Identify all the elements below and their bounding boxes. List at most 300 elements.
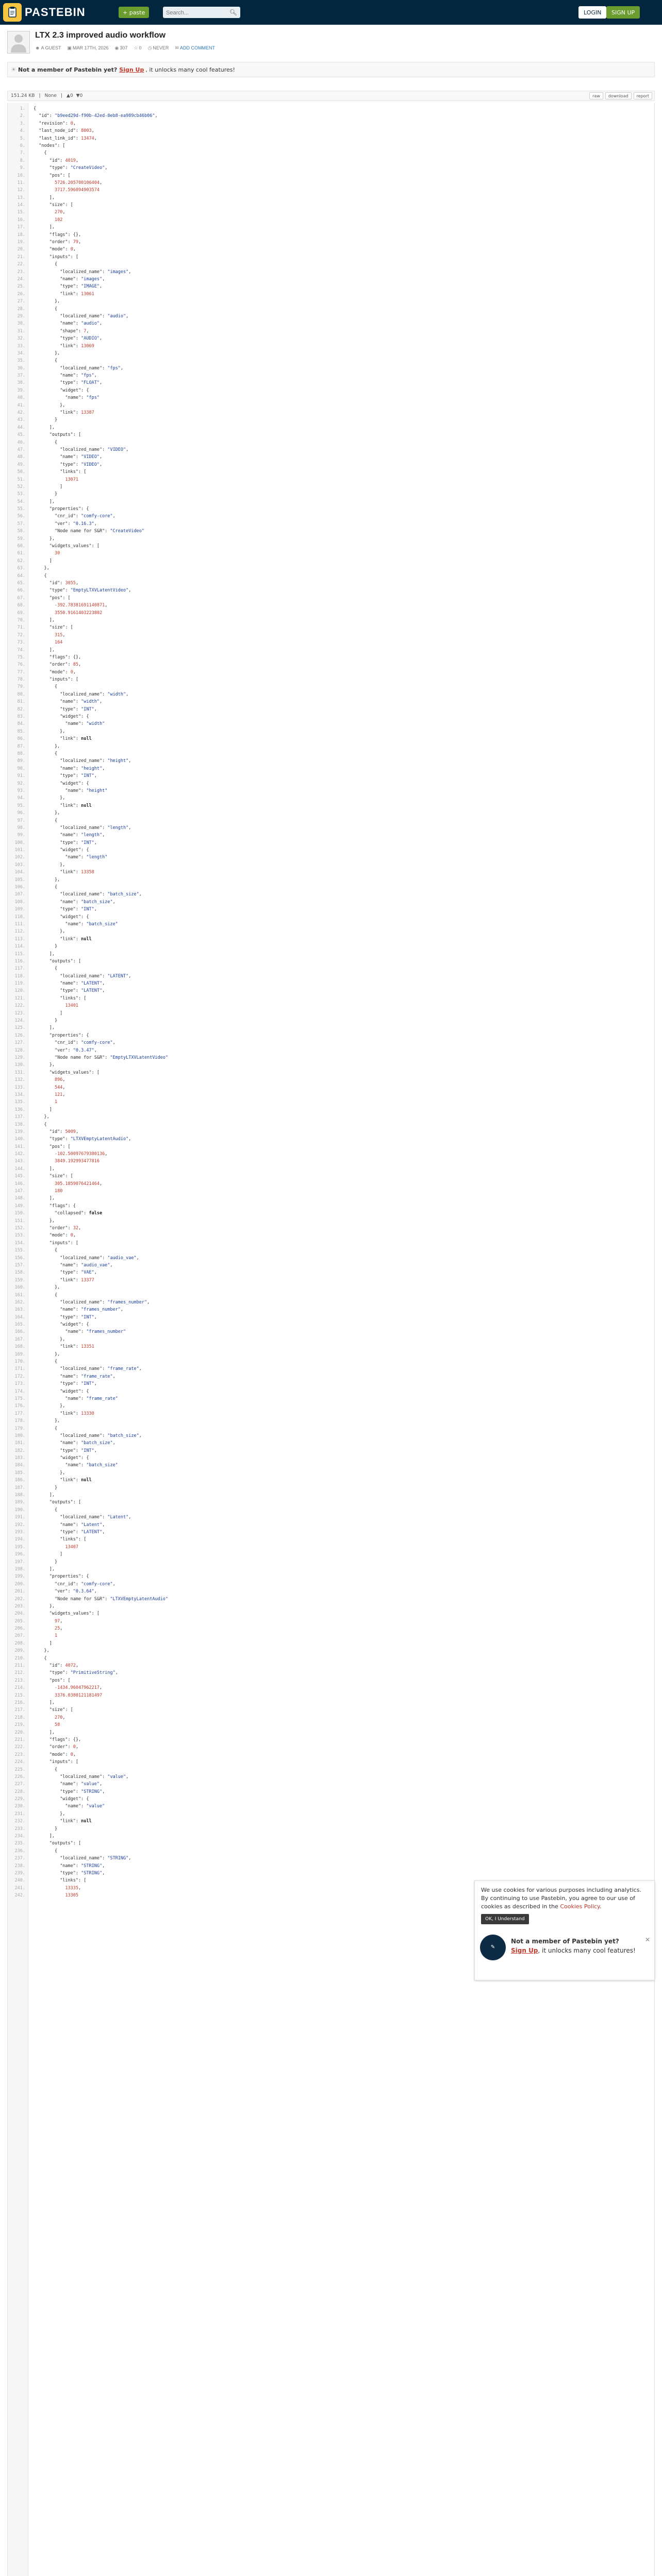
code-line [8, 973, 654, 980]
line-number: 75. [17, 654, 25, 660]
line-number: 201. [14, 1589, 25, 1595]
code-line [8, 943, 654, 950]
line-number: 176. [14, 1403, 25, 1409]
member-banner [7, 62, 655, 77]
line-content: "pos": [ [49, 595, 71, 601]
line-content: "type": "AUDIO", [60, 336, 103, 342]
new-paste-button[interactable]: + paste [119, 7, 149, 18]
line-number: 39. [17, 387, 25, 393]
paste-meta [35, 45, 215, 51]
star-icon: ☆ [134, 45, 138, 50]
line-content: "name": "batch_size", [60, 899, 115, 905]
raw-button[interactable]: raw [589, 92, 603, 99]
line-number: 35. [17, 358, 25, 364]
thumbs-up-icon[interactable]: ▲0 [67, 93, 73, 98]
signup-button[interactable]: SIGN UP [606, 6, 640, 19]
line-number: 200. [14, 1581, 25, 1587]
line-content: "flags": {}, [49, 654, 81, 660]
line-content: "name": "LATENT", [60, 981, 105, 987]
line-number: 142. [14, 1151, 25, 1157]
code-line [8, 720, 654, 727]
code-line [8, 1840, 654, 1847]
code-line [8, 461, 654, 468]
line-content: "localized_name": "images", [60, 269, 131, 275]
line-content: "inputs": [ [49, 254, 79, 260]
code-line [8, 1743, 654, 1751]
line-content: { [34, 1292, 58, 1298]
add-comment-link[interactable]: ✉ ADD COMMENT [175, 45, 215, 50]
line-content: "localized_name": "frames_number", [60, 1299, 150, 1305]
line-number: 151. [14, 1218, 25, 1224]
line-content: "widget": { [60, 1388, 89, 1394]
cookie-signup-link[interactable]: Sign Up [511, 1947, 538, 1954]
code-line [8, 172, 654, 179]
code-line [8, 1684, 654, 1691]
code-line [8, 1751, 654, 1758]
line-number: 91. [17, 773, 25, 779]
code-line [8, 1143, 654, 1150]
line-content: } [34, 492, 58, 497]
line-content: "localized_name": "batch_size", [60, 892, 142, 897]
code-line [8, 1098, 654, 1106]
code-line [8, 372, 654, 379]
line-number: 3. [20, 121, 25, 126]
eye-icon: ◉ [114, 45, 119, 50]
lightbulb-icon: ☀ [11, 66, 16, 73]
download-button[interactable]: download [605, 92, 632, 99]
line-content: "link": 13358 [60, 870, 94, 875]
code-line [8, 1032, 654, 1039]
line-number: 31. [17, 328, 25, 334]
code-line [8, 1499, 654, 1506]
line-number: 57. [17, 521, 25, 527]
code-line [8, 550, 654, 557]
line-content: }, [34, 1418, 60, 1424]
code-line [8, 1128, 654, 1136]
author-meta[interactable]: ☻ A GUEST [35, 45, 61, 50]
line-number: 102. [14, 855, 25, 860]
code-line [8, 580, 654, 587]
code-line [8, 120, 654, 127]
line-number: 36. [17, 365, 25, 371]
line-number: 213. [14, 1677, 25, 1683]
line-content: "name": "value", [60, 1782, 103, 1787]
code-line [8, 1417, 654, 1425]
code-line [8, 1625, 654, 1632]
paste-title: LTX 2.3 improved audio workflow [35, 31, 166, 40]
line-content: "name": "VIDEO", [60, 454, 103, 460]
line-content: 13071 [65, 477, 79, 482]
line-content: "name": "width", [60, 699, 103, 705]
code-line [8, 639, 654, 646]
line-number: 9. [20, 165, 25, 171]
line-content: "outputs": [ [49, 1841, 81, 1846]
line-number: 30. [17, 321, 25, 327]
line-number: 92. [17, 781, 25, 786]
code-line [8, 1351, 654, 1358]
code-line [8, 520, 654, 528]
code-line [8, 142, 654, 149]
line-content: "localized_name": "Latent", [60, 1515, 131, 1520]
line-content: ], [34, 1493, 55, 1498]
line-content: "flags": {}, [49, 1737, 81, 1742]
line-number: 60. [17, 544, 25, 549]
line-number: 8. [20, 158, 25, 163]
line-number: 78. [17, 677, 25, 683]
code-line [8, 1721, 654, 1728]
views-meta: ◉ 307 [114, 45, 128, 50]
code-line [8, 995, 654, 1002]
line-number: 105. [14, 877, 25, 883]
line-content: "links": [ [60, 995, 87, 1001]
code-line [8, 1773, 654, 1781]
line-number: 68. [17, 603, 25, 608]
line-content: 305.1859076421464, [54, 1181, 103, 1187]
code-line [8, 669, 654, 676]
line-content: "name": "width" [65, 721, 105, 727]
line-number: 211. [14, 1663, 25, 1669]
line-number: 197. [14, 1559, 25, 1565]
code-line [8, 253, 654, 261]
report-button[interactable]: report [634, 92, 652, 99]
code-line [8, 328, 654, 335]
cookie-consent-popup [474, 1880, 655, 1980]
line-number: 216. [14, 1700, 25, 1705]
line-content: "pos": [ [49, 173, 71, 178]
cookie-member-text [511, 1935, 636, 1978]
line-content: "name": "height", [60, 766, 105, 771]
line-number: 165. [14, 1322, 25, 1328]
code-line [8, 239, 654, 246]
code-line [8, 698, 654, 705]
line-content: 1 [54, 1099, 58, 1105]
toolbar-actions [589, 92, 652, 99]
line-number: 1. [20, 106, 25, 111]
pastebin-badge-icon: ✎ [480, 1935, 506, 1960]
line-number: 182. [14, 1448, 25, 1453]
line-content: { [34, 1426, 58, 1431]
line-content: "widgets_values": [ [49, 1070, 100, 1075]
line-number: 215. [14, 1692, 25, 1698]
code-line [8, 1566, 654, 1573]
code-line [8, 1581, 654, 1588]
line-number: 42. [17, 410, 25, 416]
line-content: "localized_name": "VIDEO", [60, 447, 129, 452]
line-content: { [34, 1655, 47, 1661]
line-number: 147. [14, 1189, 25, 1194]
search-icon[interactable]: 🔍︎ [229, 9, 237, 16]
line-content: } [34, 1826, 58, 1832]
line-number: 169. [14, 1351, 25, 1357]
line-number: 170. [14, 1359, 25, 1365]
line-content: ], [34, 1834, 55, 1839]
line-number: 123. [14, 1010, 25, 1016]
code-line [8, 624, 654, 631]
code-line [8, 951, 654, 958]
line-number: 214. [14, 1685, 25, 1691]
code-line [8, 891, 654, 898]
line-content: }, [34, 795, 65, 801]
line-content: "type": "FLOAT", [60, 380, 103, 386]
code-line [8, 261, 654, 268]
login-button[interactable]: LOGIN [578, 6, 606, 19]
line-content: "localized_name": "audio", [60, 313, 129, 319]
line-content: "type": "INT", [60, 907, 97, 912]
code-line [8, 1551, 654, 1558]
code-view[interactable] [7, 103, 655, 2576]
line-content: }, [34, 1603, 55, 1609]
code-line [8, 676, 654, 683]
line-content: "type": "INT", [60, 706, 97, 712]
line-content: 1 [54, 1633, 58, 1639]
line-number: 22. [17, 262, 25, 267]
line-number: 130. [14, 1062, 25, 1068]
line-number: 236. [14, 1848, 25, 1854]
line-number: 77. [17, 669, 25, 675]
line-content: "last_link_id": 13474, [39, 135, 97, 141]
code-line [8, 1314, 654, 1321]
line-content: 13407 [65, 1544, 79, 1550]
line-content: }, [34, 1811, 65, 1817]
line-content: { [34, 1248, 58, 1253]
code-line [8, 1173, 654, 1180]
code-line [8, 1536, 654, 1543]
code-line [8, 1477, 654, 1484]
line-number: 41. [17, 402, 25, 408]
line-content: "link": null [60, 936, 92, 942]
line-content: "cnr_id": "comfy-core", [54, 514, 115, 519]
line-number: 139. [14, 1129, 25, 1134]
line-content: "type": "VIDEO", [60, 462, 103, 467]
separator: | [39, 93, 41, 98]
line-number: 18. [17, 232, 25, 238]
line-number: 185. [14, 1470, 25, 1476]
line-content: "link": 13061 [60, 291, 94, 297]
code-line [8, 921, 654, 928]
line-number: 233. [14, 1826, 25, 1832]
line-content: ], [34, 1166, 55, 1172]
code-line [8, 268, 654, 276]
line-number: 116. [14, 958, 25, 964]
code-line [8, 906, 654, 913]
line-number: 129. [14, 1055, 25, 1060]
line-number: 242. [14, 1893, 25, 1899]
line-content: ], [34, 617, 55, 623]
paste-size: 151.24 KB [11, 93, 35, 98]
line-content: }, [34, 566, 49, 571]
code-line [8, 1729, 654, 1736]
line-content: 13305 [65, 1893, 79, 1899]
line-number: 55. [17, 506, 25, 512]
line-number: 11. [17, 180, 25, 185]
code-line [8, 468, 654, 476]
line-content: "link": 13351 [60, 1344, 94, 1350]
line-content: "mode": 0, [49, 1233, 76, 1239]
code-line [8, 1677, 654, 1684]
line-content: { [34, 818, 58, 823]
thumbs-down-icon[interactable]: ▼0 [76, 93, 83, 98]
line-content: }, [34, 1336, 65, 1342]
line-number: 186. [14, 1478, 25, 1483]
line-content: "ver": "0.16.3", [54, 521, 97, 527]
line-content: -392.78381691140871, [54, 603, 108, 608]
paste-toolbar [7, 91, 655, 101]
line-number: 212. [14, 1670, 25, 1676]
code-line [8, 1380, 654, 1387]
line-content: "ver": "0.3.47", [54, 1047, 97, 1053]
line-number: 190. [14, 1507, 25, 1513]
line-content: "last_node_id": 8003, [39, 128, 94, 134]
code-line [8, 283, 654, 290]
guest-avatar [7, 31, 30, 54]
code-line [8, 1514, 654, 1521]
line-number: 141. [14, 1144, 25, 1149]
line-content: { [34, 1848, 58, 1854]
line-number: 20. [17, 247, 25, 252]
line-number: 86. [17, 736, 25, 742]
code-line [8, 498, 654, 505]
cookies-policy-link[interactable]: Cookies Policy [560, 1903, 600, 1910]
line-number: 38. [17, 380, 25, 386]
line-content: "pos": [ [49, 1144, 71, 1149]
line-number: 96. [17, 810, 25, 816]
code-line [8, 1506, 654, 1514]
code-line [8, 1692, 654, 1699]
pastebin-logo-icon[interactable] [3, 3, 22, 22]
line-content: { [34, 1122, 47, 1127]
line-number: 204. [14, 1611, 25, 1617]
line-content: "type": "INT", [60, 1314, 97, 1320]
search-input[interactable] [163, 7, 225, 19]
line-content: "name": "Latent", [60, 1522, 105, 1528]
code-line [8, 209, 654, 216]
line-number: 219. [14, 1722, 25, 1728]
rating-meta: ☆ 0 [134, 45, 142, 50]
line-content: }, [34, 1351, 60, 1357]
line-content: "name": "frame_rate", [60, 1374, 115, 1379]
line-content: "name": "frame_rate" [65, 1396, 118, 1401]
code-line [8, 1091, 654, 1098]
line-number: 241. [14, 1885, 25, 1891]
line-number: 70. [17, 617, 25, 623]
code-line [8, 1573, 654, 1580]
line-content: }, [34, 810, 60, 816]
line-content: "inputs": [ [49, 1759, 79, 1765]
code-line [8, 343, 654, 350]
line-number: 19. [17, 240, 25, 245]
line-content: "id": 5009, [49, 1129, 79, 1134]
line-content: "order": 0, [49, 1744, 79, 1750]
code-line [8, 1395, 654, 1402]
line-number: 53. [17, 492, 25, 497]
banner-signup-link[interactable]: Sign Up [119, 66, 144, 73]
line-content: { [34, 573, 47, 579]
line-number: 61. [17, 551, 25, 556]
line-number: 156. [14, 1255, 25, 1261]
line-content: }, [34, 1470, 65, 1476]
line-content: "link": 13377 [60, 1277, 94, 1283]
line-content: 13401 [65, 1003, 79, 1009]
line-content: 180 [54, 1189, 63, 1194]
line-content: "outputs": [ [49, 432, 81, 438]
line-number: 81. [17, 699, 25, 705]
code-lines [8, 105, 654, 1900]
line-content: "id": "b9eed29d-f90b-42ed-8eb8-ea989cb46b06", [39, 113, 158, 119]
line-number: 24. [17, 276, 25, 282]
close-icon[interactable]: ✕ [644, 1936, 650, 1943]
line-number: 203. [14, 1603, 25, 1609]
line-number: 63. [17, 566, 25, 571]
line-content: "ver": "0.3.64", [54, 1589, 97, 1595]
line-number: 95. [17, 803, 25, 808]
line-number: 21. [17, 254, 25, 260]
code-line [8, 424, 654, 431]
line-number: 72. [17, 632, 25, 638]
code-line [8, 1640, 654, 1647]
line-number: 127. [14, 1040, 25, 1046]
line-content: "cnr_id": "comfy-core", [54, 1040, 115, 1046]
code-line [8, 1165, 654, 1173]
code-line [8, 1158, 654, 1165]
line-number: 97. [17, 818, 25, 823]
clock-icon: ◷ [147, 45, 152, 50]
line-number: 146. [14, 1181, 25, 1187]
code-line [8, 609, 654, 617]
line-content: "type": "VAE", [60, 1270, 97, 1276]
line-content: "outputs": [ [49, 958, 81, 964]
line-number: 171. [14, 1366, 25, 1372]
line-content: "name": "frames_number" [65, 1329, 126, 1335]
line-number: 25. [17, 284, 25, 290]
code-line [8, 1610, 654, 1617]
line-content: }, [34, 728, 65, 734]
line-number: 193. [14, 1530, 25, 1535]
line-number: 4. [20, 128, 25, 134]
line-number: 226. [14, 1774, 25, 1780]
cookie-period: . [599, 1903, 602, 1910]
code-line [8, 654, 654, 661]
code-line [8, 135, 654, 142]
line-content: "pos": [ [49, 1677, 71, 1683]
code-line [8, 772, 654, 779]
brand-name[interactable]: PASTEBIN [25, 6, 86, 19]
line-content: }, [34, 299, 60, 304]
expiry-meta: ◷ NEVER [147, 45, 169, 50]
line-content: "order": 32, [49, 1225, 81, 1231]
line-content: "name": "fps" [65, 395, 100, 401]
line-number: 183. [14, 1455, 25, 1461]
line-content: "type": "LATENT", [60, 988, 105, 994]
line-number: 221. [14, 1737, 25, 1742]
line-number: 46. [17, 439, 25, 445]
line-number: 178. [14, 1418, 25, 1424]
code-line [8, 187, 654, 194]
code-line [8, 1855, 654, 1862]
line-number: 87. [17, 743, 25, 749]
code-line [8, 1810, 654, 1818]
line-content: "flags": {}, [49, 232, 81, 238]
line-number: 67. [17, 595, 25, 601]
code-line [8, 1803, 654, 1810]
line-content: "properties": { [49, 1032, 89, 1038]
cookie-ok-button[interactable]: OK, I Understand [481, 1914, 529, 1924]
line-content: -102.50097679380136, [54, 1151, 108, 1157]
line-content: ], [34, 1730, 55, 1735]
line-content: { [34, 358, 58, 364]
line-number: 223. [14, 1752, 25, 1757]
code-line [8, 587, 654, 594]
line-content: }, [34, 1218, 55, 1224]
